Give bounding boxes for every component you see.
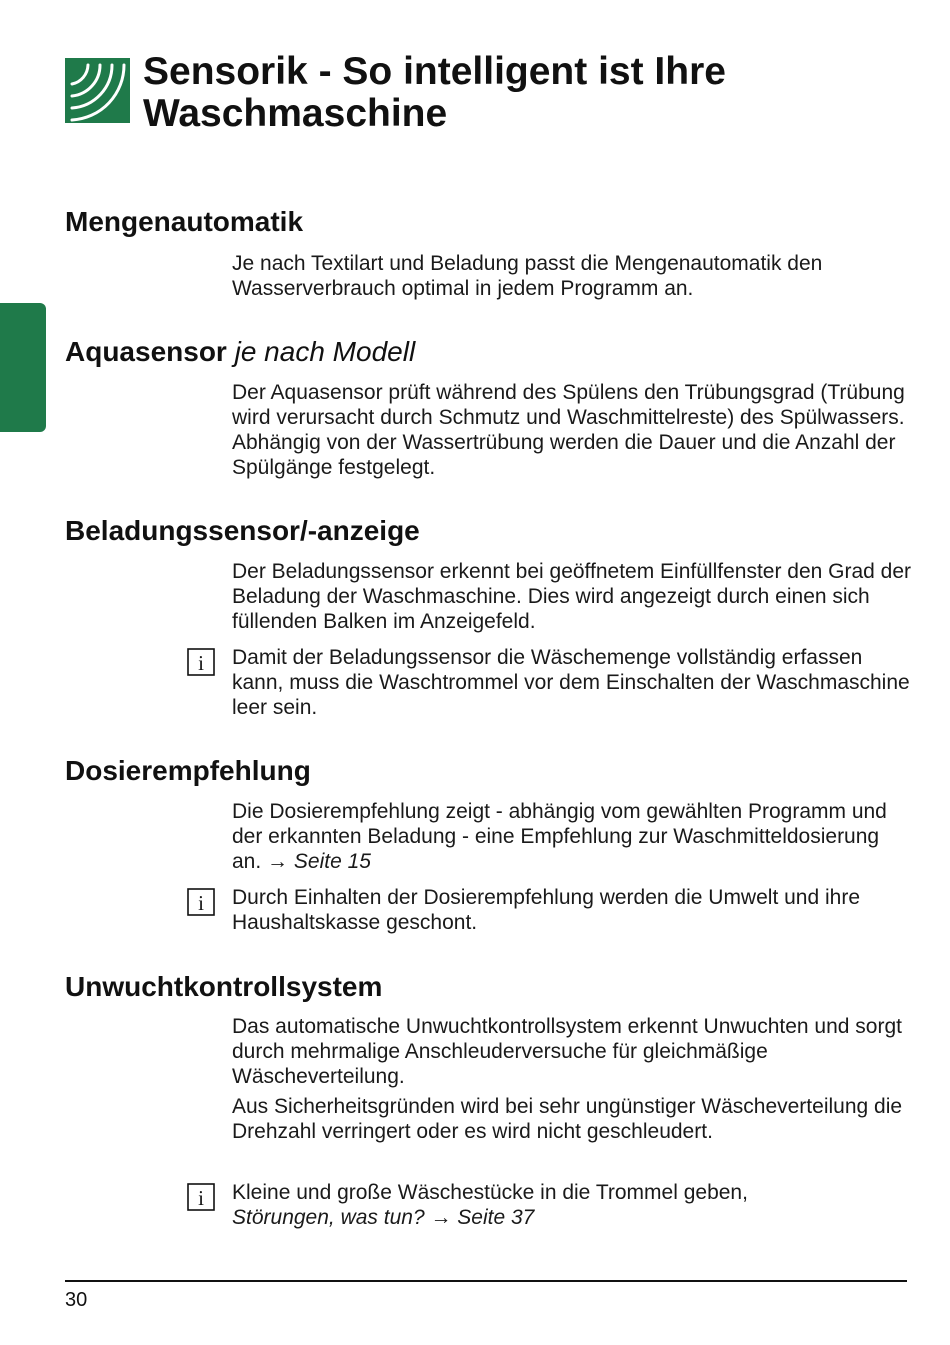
note-beladungssensor: Damit der Beladungssensor die Wäschemenge vollständig erfassen kann, muss die Waschtrommel vor dem Einschalten der Waschmaschine leer sein. xyxy=(232,646,910,719)
paragraph-text: Die Dosierempfehlung zeigt - abhängig vom gewählten Programm und der erkannten Beladung - eine Empfehlung zur Waschmitteldosierung an. xyxy=(232,800,887,873)
paragraph-unwuchtkontrollsystem-1: Das automatische Unwuchtkontrollsystem erkennt Unwuchten und sorgt durch mehrmalige Anschleuderversuche für gleichmäßige Wäscheverteilung. xyxy=(232,1015,902,1088)
paragraph-dosierempfehlung xyxy=(232,799,912,874)
page-reference-link[interactable]: Störungen, was tun? → Seite 37 xyxy=(232,1206,535,1229)
section-heading-dosierempfehlung: Dosierempfehlung xyxy=(65,755,311,786)
page-title: Sensorik - So intelligent ist Ihre Waschmaschine xyxy=(143,50,726,135)
svg-text:i: i xyxy=(198,651,204,675)
svg-text:i: i xyxy=(198,891,204,915)
info-icon xyxy=(187,1183,215,1211)
paragraph-unwuchtkontrollsystem-2: Aus Sicherheitsgründen wird bei sehr ungünstiger Wäscheverteilung die Drehzahl verringert oder es wird nicht geschleudert. xyxy=(232,1095,903,1143)
heading-modifier: je nach Modell xyxy=(234,336,416,367)
svg-text:i: i xyxy=(198,1186,204,1210)
info-icon xyxy=(187,888,215,916)
section-heading-unwuchtkontrollsystem: Unwuchtkontrollsystem xyxy=(65,971,383,1002)
section-heading-aquasensor xyxy=(65,335,415,369)
paragraph-beladungssensor: Der Beladungssensor erkennt bei geöffnetem Einfüllfenster den Grad der Beladung der Waschmaschine. Dies wird angezeigt durch einen sich füllenden Balken im Anzeigefeld. xyxy=(232,560,912,633)
info-icon xyxy=(187,648,215,676)
footer-divider xyxy=(65,1280,907,1282)
section-heading-mengenautomatik: Mengenautomatik xyxy=(65,206,304,237)
section-heading-beladungssensor: Beladungssensor/-anzeige xyxy=(65,515,420,546)
chapter-tab-marker xyxy=(0,303,46,432)
note-text: Kleine und große Wäschestücke in die Trommel geben, xyxy=(232,1181,748,1204)
paragraph-aquasensor: Der Aquasensor prüft während des Spülens den Trübungsgrad (Trübung wird verursacht durch Schmutz und Waschmittelreste) des Spülwassers. Abhängig von der Wassertrübung werden die Dauer und die Anzahl der Spülgänge festgelegt. xyxy=(232,381,905,479)
page-reference-link[interactable]: → Seite 15 xyxy=(267,850,371,873)
sensor-waves-icon xyxy=(65,58,130,123)
page-number: 30 xyxy=(65,1289,88,1311)
heading-text: Aquasensor xyxy=(65,336,227,367)
note-unwuchtkontrollsystem xyxy=(232,1180,912,1230)
note-dosierempfehlung: Durch Einhalten der Dosierempfehlung werden die Umwelt und ihre Haushaltskasse geschont. xyxy=(232,886,861,934)
paragraph-mengenautomatik: Je nach Textilart und Beladung passt die Mengenautomatik den Wasserverbrauch optimal in jedem Programm an. xyxy=(232,252,823,300)
